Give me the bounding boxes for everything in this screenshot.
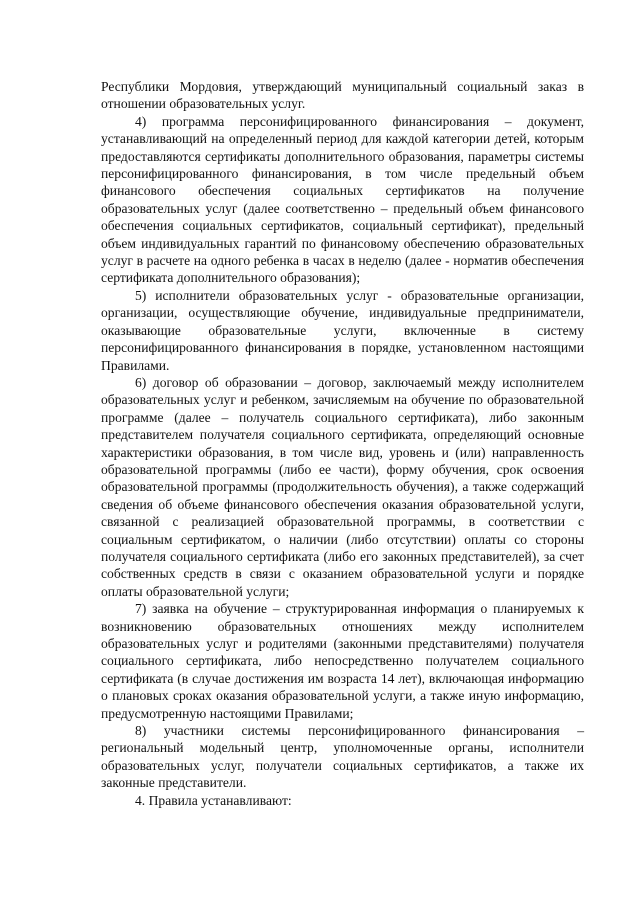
document-body (101, 78, 584, 809)
paragraph-item-5: 5) исполнители образовательных услуг - образовательные организации, организации, осуществляющие обучение, индивидуальные предприниматели, оказывающие образовательные услуги, включенные в систему персонифицированного финансирования в порядке, установленном настоящими Правилами. (101, 287, 584, 373)
paragraph-item-6: 6) договор об образовании – договор, заключаемый между исполнителем образовательных услуг и ребенком, зачисляемым на обучение по образовательной программе (далее – получатель социального сертификата), либо законным представителем получателя социального сертификата, определяющий основные характеристики образования, в том числе вид, уровень и (или) направленность образовательной программы (либо ее части), форму обучения, срок освоения образовательной программы (продолжительность обучения), а также содержащий сведения об объеме финансового обеспечения оказания образовательной услуги, связанной с реализацией образовательной программы, в соответствии с социальным сертификатом, о наличии (либо отсутствии) оплаты со стороны получателя социального сертификата (либо его законных представителей), за счет собственных средств в связи с оказанием образовательной услуги и порядке оплаты образовательной услуги; (101, 374, 584, 599)
paragraph-intro: Республики Мордовия, утверждающий муниципальный социальный заказ в отношении образовательных услуг. (101, 79, 584, 112)
paragraph-item-4: 4) программа персонифицированного финансирования – документ, устанавливающий на определенный период для каждой категории детей, которым предоставляются сертификаты дополнительного образования, параметры системы персонифицированного финансирования, в том числе предельный объем финансового обеспечения социальных сертификатов на получение образовательных услуг (далее соответственно – предельный объем финансового обеспечения социальных сертификатов, социальный сертификат), предельный объем индивидуальных гарантий по финансовому обеспечению образовательных услуг в расчете на одного ребенка в часах в неделю (далее - норматив обеспечения сертификата дополнительного образования); (101, 113, 584, 286)
paragraph-section-4: 4. Правила устанавливают: (135, 792, 292, 808)
paragraph-item-8: 8) участники системы персонифицированного финансирования – региональный модельный центр, уполномоченные органы, исполнители образовательных услуг, получатели социальных сертификатов, а также их законные представители. (101, 723, 584, 791)
paragraph-item-7: 7) заявка на обучение – структурированная информация о планируемых к возникновению образовательных отношениях между исполнителем образовательных услуг и родителями (законными представителями) получателя социального сертификата, либо непосредственно получателем социального сертификата (в случае достижения им возраста 14 лет), включающая информацию о плановых сроках оказания образовательной услуги, а также иную информацию, предусмотренную настоящими Правилами; (101, 601, 584, 721)
